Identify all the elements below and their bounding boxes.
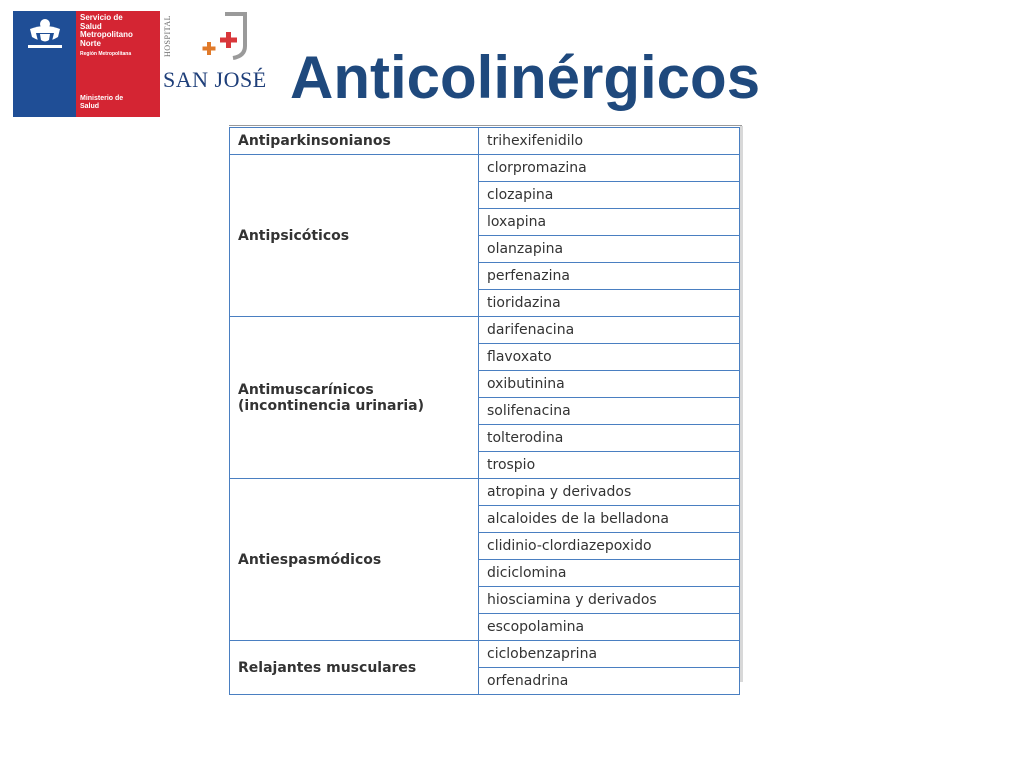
table-shadow (740, 126, 743, 682)
table-row (230, 641, 740, 668)
ministry-name: Ministerio de Salud (80, 95, 124, 110)
drug-cell: diciclomina (479, 560, 740, 587)
drug-cell: darifenacina (479, 317, 740, 344)
drug-cell: clidinio-clordiazepoxido (479, 533, 740, 560)
drug-cell: clorpromazina (479, 155, 740, 182)
drug-cell: atropina y derivados (479, 479, 740, 506)
drug-cell: tolterodina (479, 425, 740, 452)
hospital-cross-icon (163, 12, 275, 68)
category-cell: Antipsicóticos (230, 155, 479, 317)
drug-cell: orfenadrina (479, 668, 740, 695)
table-row (230, 479, 740, 506)
hospital-small-label: HOSPITAL (163, 14, 172, 57)
region-name: Región Metropolitana (80, 51, 132, 57)
drug-cell: solifenacina (479, 398, 740, 425)
ministry-logo (13, 11, 160, 117)
drug-cell: oxibutinina (479, 371, 740, 398)
drug-cell: trihexifenidilo (479, 128, 740, 155)
drug-cell: alcaloides de la belladona (479, 506, 740, 533)
category-cell: Antimuscarínicos (incontinencia urinaria) (230, 317, 479, 479)
category-cell: Antiparkinsonianos (230, 128, 479, 155)
category-cell: Antiespasmódicos (230, 479, 479, 641)
service-label-block (76, 11, 160, 117)
table-top-rule (229, 125, 742, 126)
table-row (230, 155, 740, 182)
category-cell: Relajantes musculares (230, 641, 479, 695)
coat-of-arms-icon (13, 11, 76, 117)
drug-cell: flavoxato (479, 344, 740, 371)
drug-cell: trospio (479, 452, 740, 479)
table-row (230, 128, 740, 155)
drug-cell: escopolamina (479, 614, 740, 641)
hospital-name: SAN JOSÉ (163, 67, 267, 92)
hospital-logo (163, 12, 275, 92)
drug-cell: olanzapina (479, 236, 740, 263)
page-title: Anticolinérgicos (290, 44, 761, 111)
drug-cell: perfenazina (479, 263, 740, 290)
drug-cell: clozapina (479, 182, 740, 209)
drug-cell: hiosciamina y derivados (479, 587, 740, 614)
service-name: Servicio de Salud Metropolitano Norte (80, 13, 133, 48)
drug-table-wrapper (229, 127, 740, 695)
table-row (230, 317, 740, 344)
anticholinergic-drug-table (229, 127, 740, 695)
drug-cell: tioridazina (479, 290, 740, 317)
drug-cell: loxapina (479, 209, 740, 236)
drug-cell: ciclobenzaprina (479, 641, 740, 668)
